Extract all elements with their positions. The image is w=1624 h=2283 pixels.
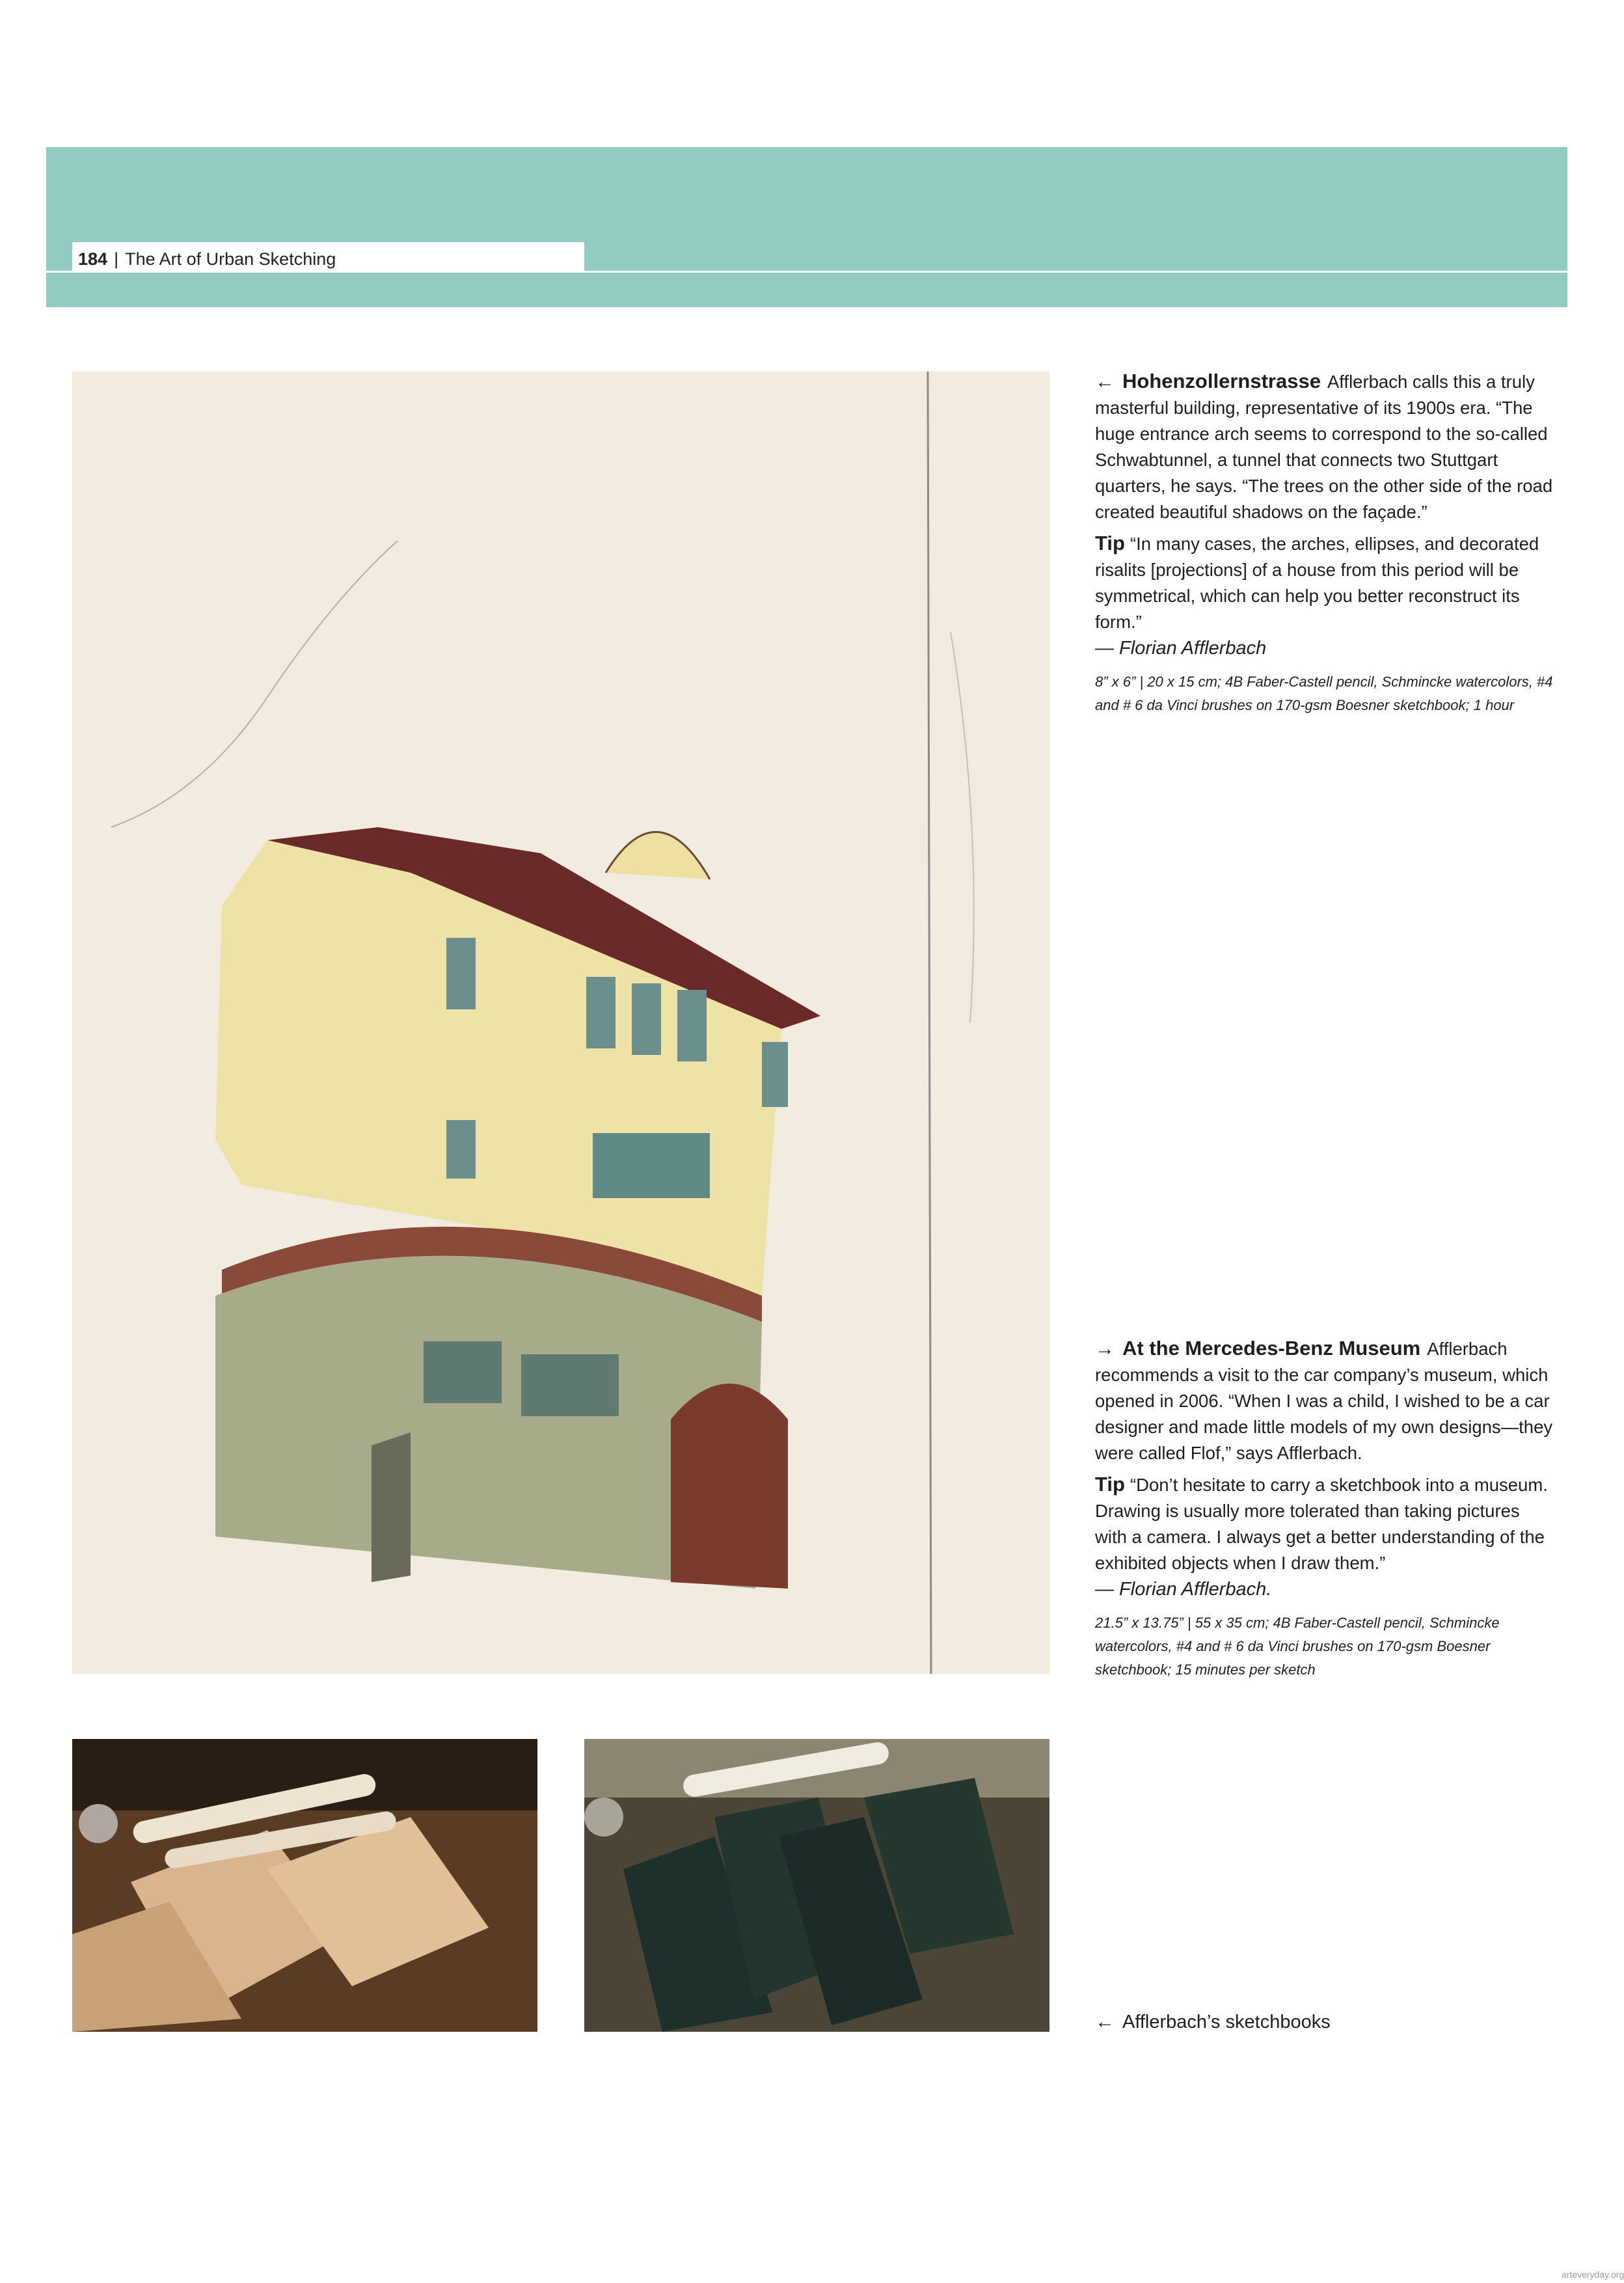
entry-hohenzollernstrasse	[1095, 368, 1554, 717]
sketch-illustration	[72, 372, 1049, 1674]
left-arrow-icon: ←	[1095, 371, 1115, 392]
book-title: The Art of Urban Sketching	[125, 249, 336, 269]
hohenzollernstrasse-sketch	[72, 372, 1049, 1674]
sketchbooks-caption	[1095, 2009, 1331, 2035]
tip-attribution: — Florian Afflerbach.	[1095, 1579, 1272, 1600]
left-arrow-icon: ←	[1095, 2011, 1115, 2032]
entry-paragraph	[1095, 1335, 1554, 1466]
sketchbooks-photo-closed	[584, 1739, 1049, 2032]
tip-label: Tip	[1095, 532, 1125, 554]
open-sketchbooks-image	[72, 1739, 537, 2032]
closed-sketchbooks-image	[584, 1739, 1049, 2032]
tip-text: “Don’t hesitate to carry a sketchbook into a museum. Drawing is usually more tolerated than taking pictures with a camera. I always get a better understanding of the exhibited objects when I draw them.”	[1095, 1475, 1548, 1573]
tip-label: Tip	[1095, 1473, 1125, 1496]
sketchbooks-photo-open	[72, 1739, 537, 2032]
tip-paragraph	[1095, 530, 1554, 661]
entry-title: At the Mercedes-Benz Museum	[1122, 1337, 1421, 1360]
entry-body: Afflerbach recommends a visit to the car company’s museum, which opened in 2006. “When I was a child, I wished to be a car designer and made little models of my own designs—they were called Flof,” says Afflerbach.	[1095, 1339, 1553, 1463]
right-arrow-icon: →	[1095, 1338, 1115, 1360]
running-head	[78, 246, 336, 272]
tip-paragraph	[1095, 1471, 1554, 1602]
artwork-specs: 21.5” x 13.75” | 55 x 35 cm; 4B Faber-Castell pencil, Schmincke watercolors, #4 and # 6 da Vinci brushes on 170-gsm Boesner sketchbook; 15 minutes per sketch	[1095, 1615, 1500, 1678]
entry-title: Hohenzollernstrasse	[1122, 370, 1321, 392]
tip-attribution: — Florian Afflerbach	[1095, 638, 1267, 659]
artwork-specs: 8” x 6” | 20 x 15 cm; 4B Faber-Castell pencil, Schmincke watercolors, #4 and # 6 da Vinci brushes on 170-gsm Boesner sketchbook; 1 hour	[1095, 674, 1553, 713]
entry-paragraph	[1095, 368, 1554, 525]
tip-text: “In many cases, the arches, ellipses, and decorated risalits [projections] of a house from this period will be symmetrical, which can help you better reconstruct its form.”	[1095, 534, 1539, 632]
caption-text: Afflerbach’s sketchbooks	[1122, 2012, 1331, 2032]
page-number: 184	[78, 249, 108, 269]
header-band	[46, 147, 1567, 307]
entry-body: Afflerbach calls this a truly masterful building, representative of its 1900s era. “The huge entrance arch seems to correspond to the so-called Schwabtunnel, a tunnel that connects two Stuttgart quarters, he says. “The trees on the other side of the road created beautiful shadows on the façade.”	[1095, 372, 1553, 522]
entry-mercedes-benz-museum	[1095, 1335, 1554, 1682]
watermark: arteveryday.org	[1562, 2269, 1624, 2280]
folio-separator: |	[114, 249, 119, 269]
